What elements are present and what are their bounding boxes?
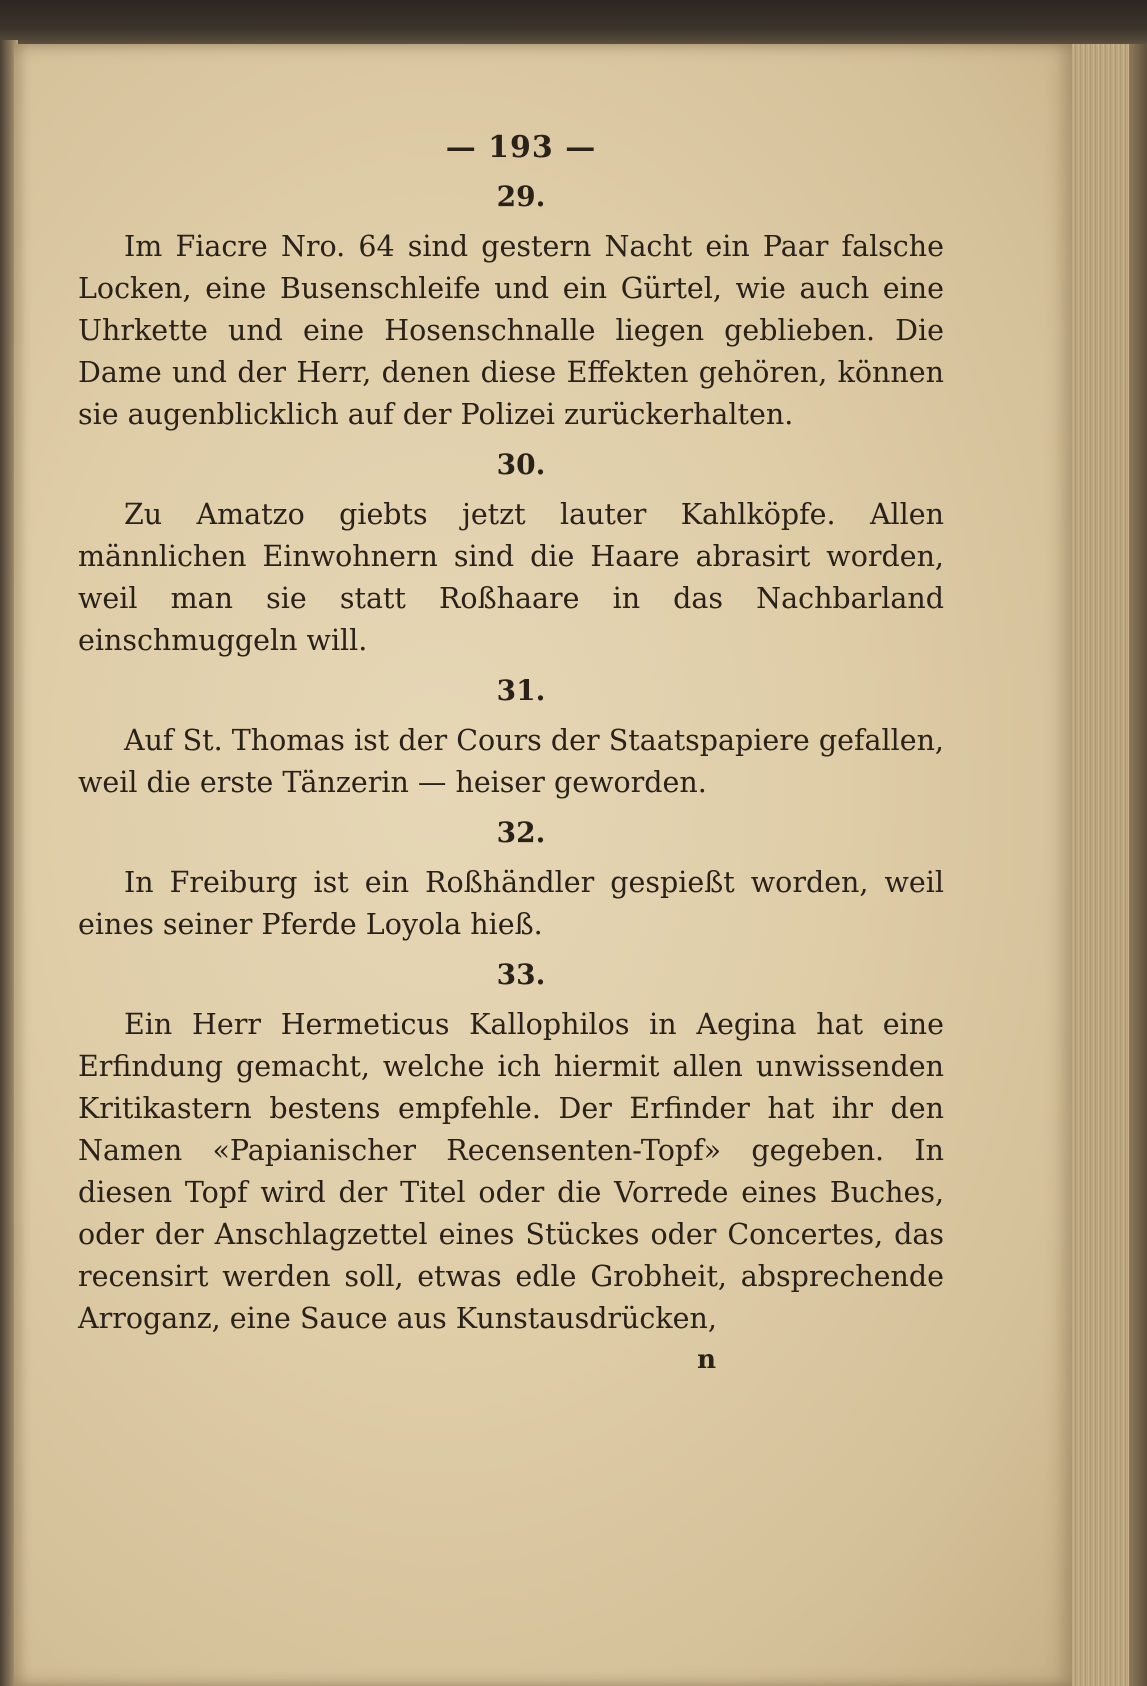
page-header: — 193 — [445,130,597,165]
section-paragraph: Im Fiacre Nro. 64 sind gestern Nacht ein Paar falsche Locken, eine Busenschleife und ein Gürtel, wie auch eine Uhrkette und eine Hosenschnalle liegen geblieben. Die Dame und der Herr, denen diese Effekten gehören, können sie augenblicklich auf der Polizei zurückerhalten. [78,230,944,431]
section-number: 33. [496,958,546,991]
page-stack-edge [1072,44,1147,1686]
section-paragraph: Zu Amatzo giebts jetzt lauter Kahlköpfe. Allen männlichen Einwohnern sind die Haare abrasirt worden, weil man sie statt Roßhaare in das Nachbarland einschmuggeln will. [78,498,944,657]
page-text [78,128,944,1380]
printer-signature: n [697,1345,716,1375]
section-paragraph: In Freiburg ist ein Roßhändler gespießt worden, weil eines seiner Pferde Loyola hieß. [78,866,944,941]
section-paragraph: Auf St. Thomas ist der Cours der Staatspapiere gefallen, weil die erste Tänzerin — heiser geworden. [78,724,944,799]
section-number: 32. [496,816,546,849]
section-number: 30. [496,448,546,481]
section-number: 29. [496,180,546,213]
section-number: 31. [496,674,546,707]
section-paragraph: Ein Herr Hermeticus Kallophilos in Aegina hat eine Erfindung gemacht, welche ich hiermit allen unwissenden Kritikastern bestens empfehle. Der Erfinder hat ihr den Namen «Papianischer Recensenten-Topf» gegeben. In diesen Topf wird der Titel oder die Vorrede eines Buches, oder der Anschlagzettel eines Stückes oder Concertes, das recensirt werden soll, etwas edle Grobheit, absprechende Arroganz, eine Sauce aus Kunstausdrücken, [78,1008,944,1335]
